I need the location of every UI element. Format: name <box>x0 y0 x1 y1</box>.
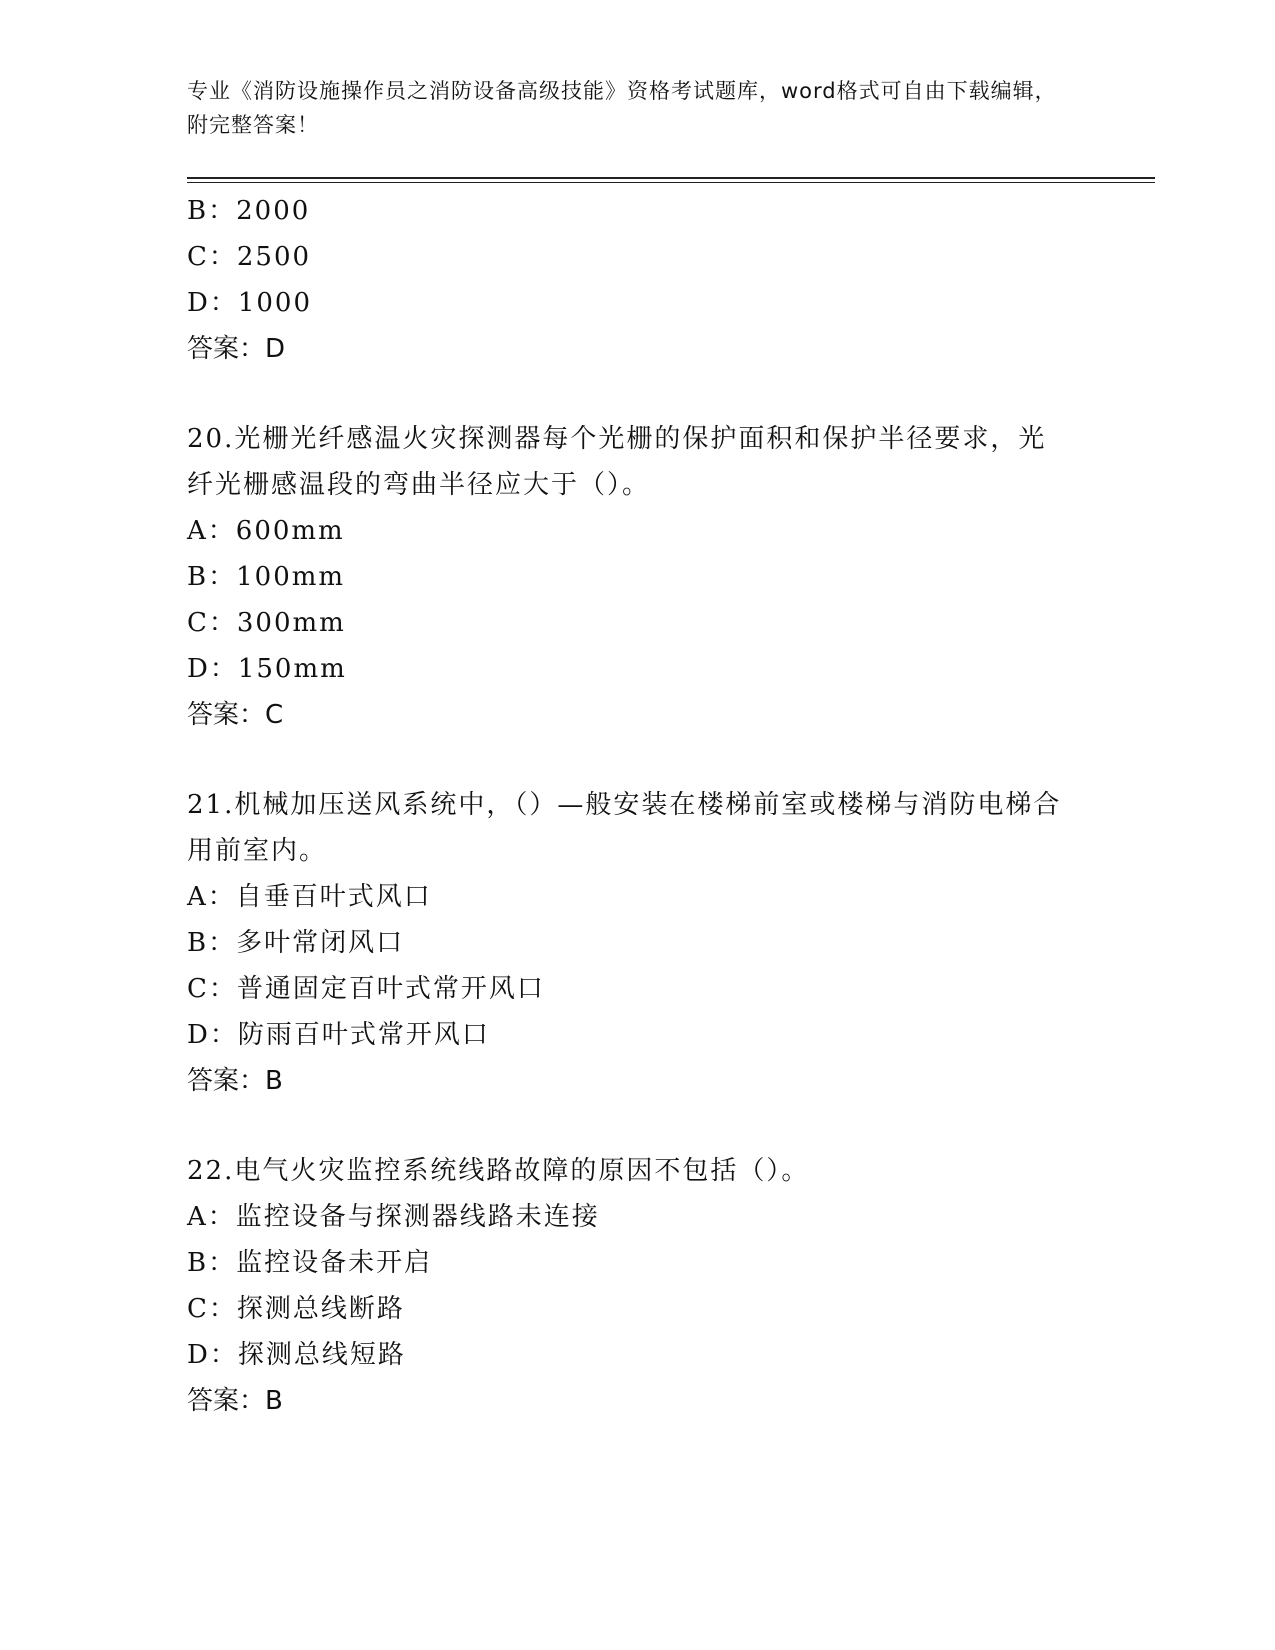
option-b: B：100mm <box>187 562 346 592</box>
option-d: D：1000 <box>187 288 313 318</box>
page-header: 专业《消防设施操作员之消防设备高级技能》资格考试题库，word格式可自由下载编辑，附完整答案！ <box>187 79 1057 137</box>
question-block-20 <box>187 416 1087 738</box>
option-c: C：2500 <box>187 242 312 272</box>
option-a: A：监控设备与探测器线路未连接 <box>187 1202 600 1232</box>
option-d: D：150mm <box>187 654 347 684</box>
option-c: C：普通固定百叶式常开风口 <box>187 974 545 1004</box>
prev-question-block <box>187 188 1087 372</box>
question-content <box>187 188 1087 1424</box>
option-b: B：多叶常闭风口 <box>187 928 405 958</box>
answer-line: 答案：D <box>187 334 286 364</box>
option-b: B：监控设备未开启 <box>187 1248 433 1278</box>
option-d: D：防雨百叶式常开风口 <box>187 1020 490 1050</box>
question-text: 20.光栅光纤感温火灾探测器每个光栅的保护面积和保护半径要求，光纤光栅感温段的弯曲半径应大于（）。 <box>187 424 1047 500</box>
spacer <box>187 372 1087 416</box>
option-b: B：2000 <box>187 196 311 226</box>
option-c: C：300mm <box>187 608 346 638</box>
option-d: D：探测总线短路 <box>187 1340 406 1370</box>
spacer <box>187 1104 1087 1148</box>
answer-line: 答案：C <box>187 700 284 730</box>
question-block-22 <box>187 1148 1087 1424</box>
question-block-21 <box>187 782 1087 1104</box>
answer-line: 答案：B <box>187 1066 283 1096</box>
option-c: C：探测总线断路 <box>187 1294 405 1324</box>
option-a: A：自垂百叶式风口 <box>187 882 432 912</box>
question-text: 21.机械加压送风系统中，（）—般安装在楼梯前室或楼梯与消防电梯合用前室内。 <box>187 790 1062 866</box>
header-divider-thin <box>187 182 1155 183</box>
question-text: 22.电气火灾监控系统线路故障的原因不包括（）。 <box>187 1156 810 1186</box>
option-a: A：600mm <box>187 516 345 546</box>
answer-line: 答案：B <box>187 1386 283 1416</box>
header-divider-thick <box>187 177 1155 179</box>
spacer <box>187 738 1087 782</box>
